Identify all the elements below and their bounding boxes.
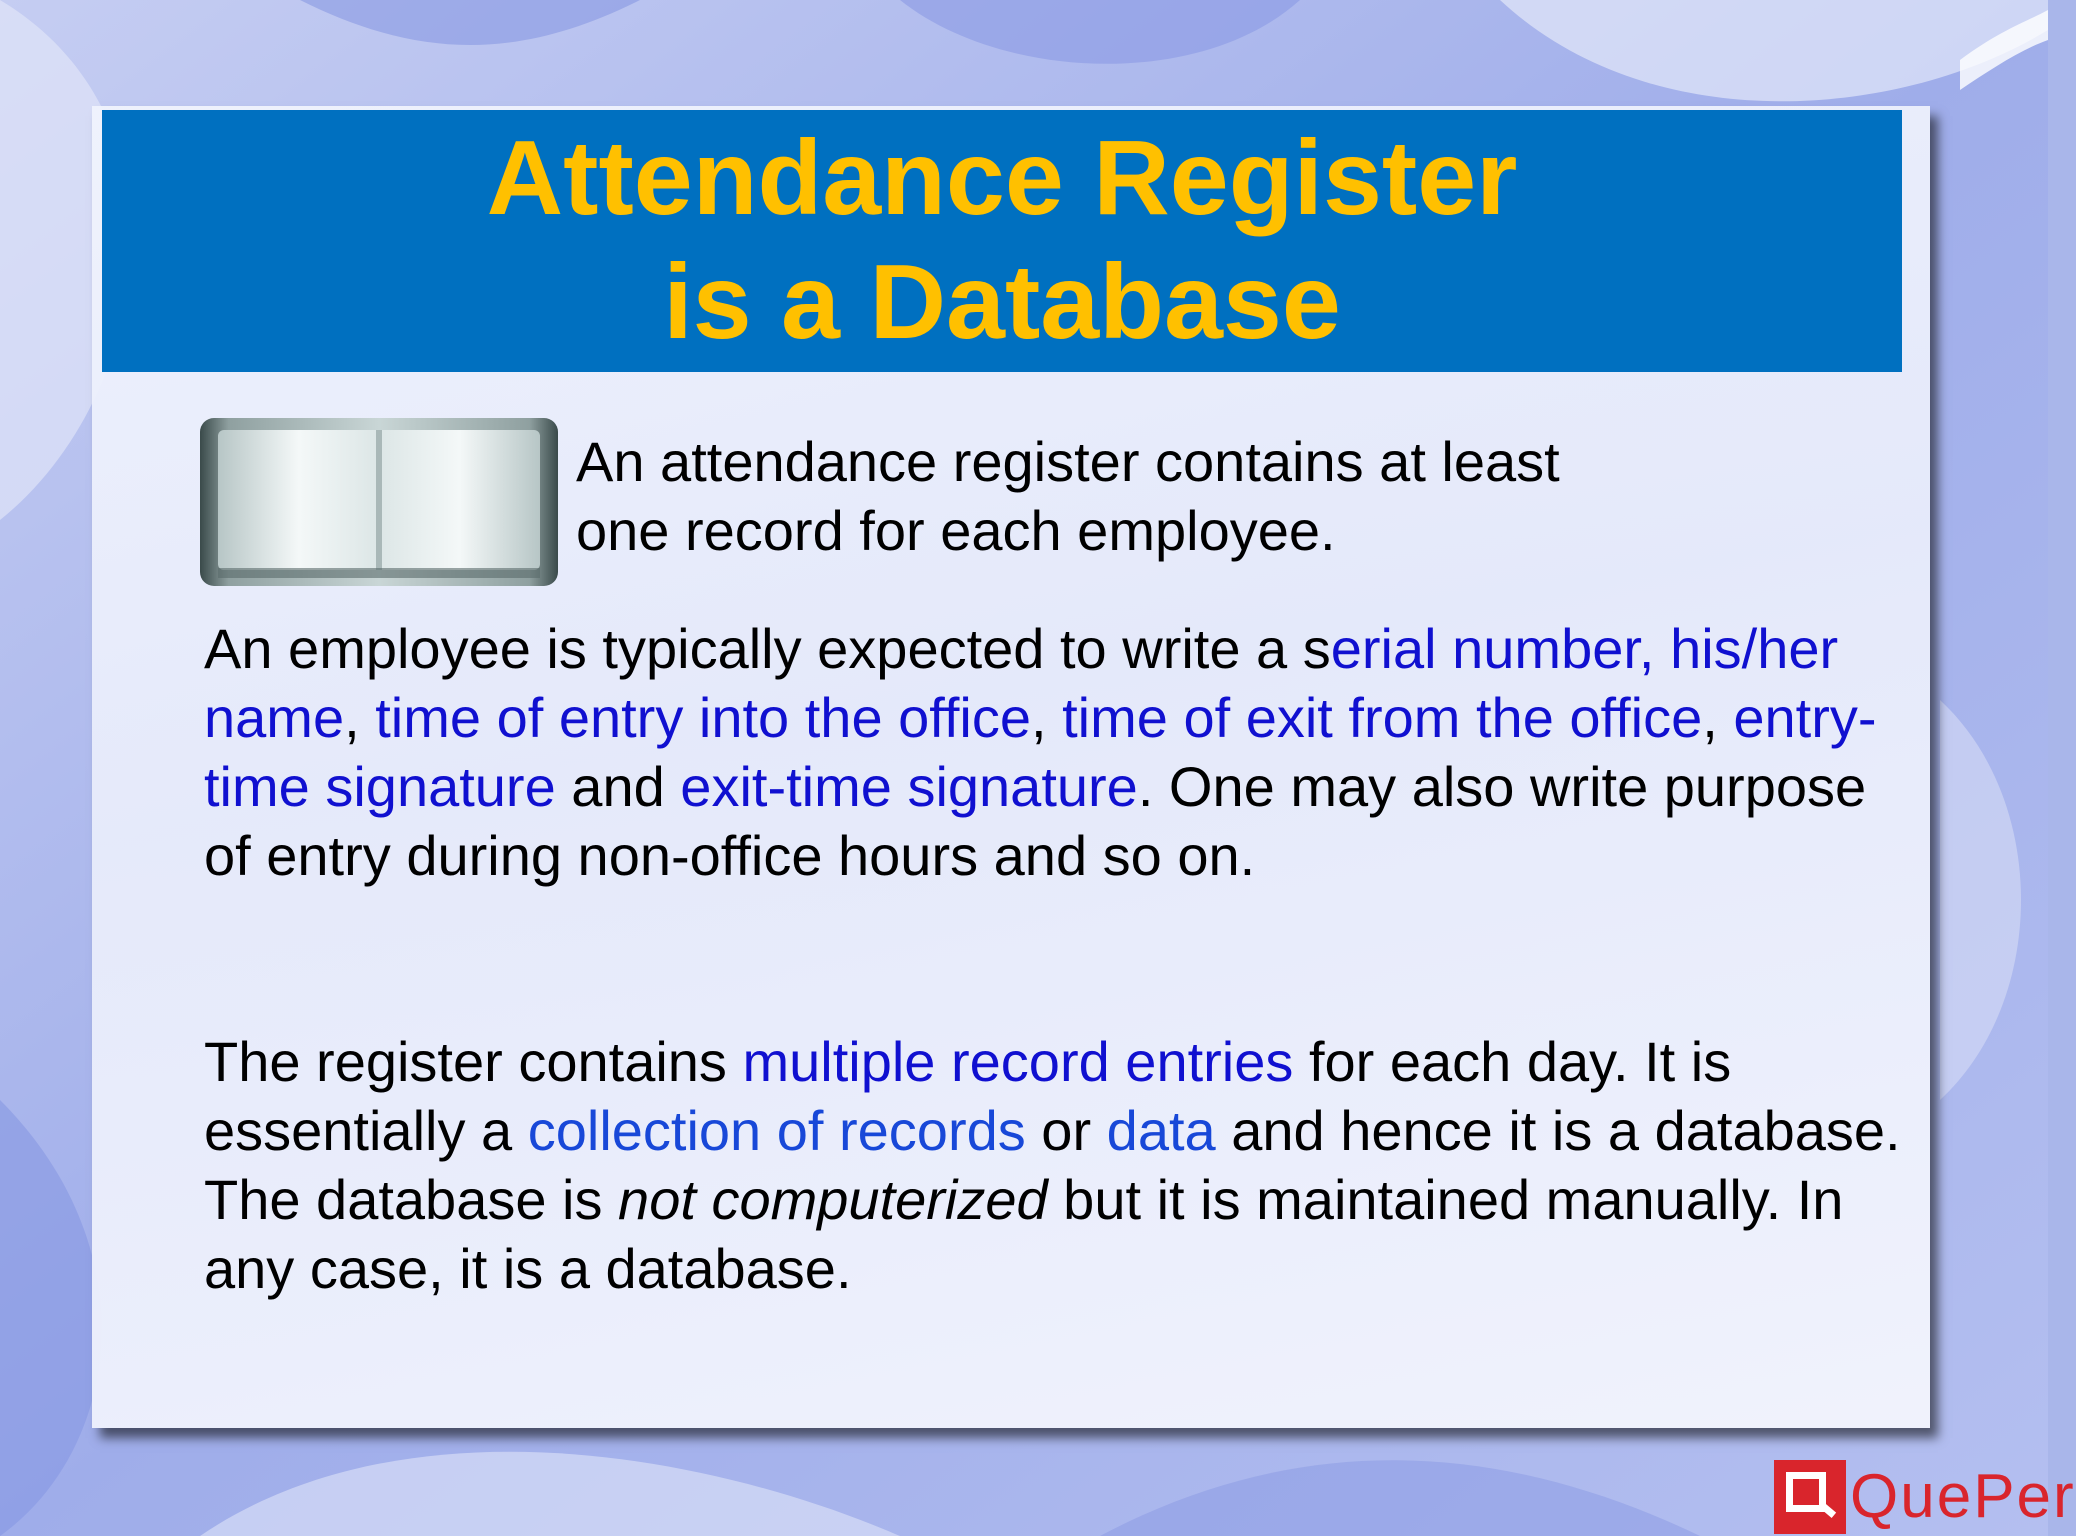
- paragraph-database-definition: [204, 1027, 1904, 1303]
- highlight-entry-time: time of entry into the office: [375, 686, 1031, 749]
- para1-text-1: An employee is typically expected to write a s: [204, 617, 1331, 680]
- highlight-collection-of-records: collection of records: [527, 1099, 1026, 1162]
- para1-text-7: . One may also write purpose of entry during non-office hours and so on.: [204, 755, 1867, 887]
- para1-text-6: and: [555, 755, 681, 818]
- intro-line-1: An attendance register contains at least: [576, 430, 1560, 493]
- highlight-entry-signature: entry-time signature: [204, 686, 1877, 818]
- open-book-icon: [200, 418, 558, 586]
- highlight-name: his/her name: [204, 617, 1839, 749]
- highlight-exit-signature: exit-time signature: [680, 755, 1138, 818]
- intro-text: [576, 427, 1776, 565]
- para2-text-1: The register contains: [204, 1030, 743, 1093]
- logo-text: QuePer: [1850, 1462, 2076, 1531]
- slide-title: [102, 110, 1902, 372]
- title-line-1: Attendance Register: [486, 119, 1518, 237]
- paragraph-employee-fields: [204, 614, 1904, 890]
- highlight-serial-number: erial number,: [1330, 617, 1655, 680]
- queper-logo: [1774, 1458, 2076, 1536]
- para2-text-2: for each day. It is essentially a: [204, 1030, 1732, 1162]
- para2-text-5: but it is maintained manually. In any case, it is a database.: [204, 1168, 1844, 1300]
- para2-text-4: and hence it is a database. The database is: [204, 1099, 1901, 1231]
- para1-text-4: ,: [1030, 686, 1063, 749]
- highlight-exit-time: time of exit from the office: [1062, 686, 1703, 749]
- intro-line-2: one record for each employee.: [576, 499, 1336, 562]
- para1-text-2: [1655, 617, 1671, 680]
- highlight-multiple-entries: multiple record entries: [742, 1030, 1294, 1093]
- para2-text-3: or: [1025, 1099, 1107, 1162]
- para1-text-3: ,: [344, 686, 376, 749]
- title-line-2: is a Database: [663, 243, 1341, 361]
- logo-mark-icon: [1774, 1460, 1846, 1534]
- para1-text-5: ,: [1702, 686, 1734, 749]
- emphasis-not-computerized: not computerized: [618, 1168, 1048, 1231]
- highlight-data: data: [1106, 1099, 1216, 1162]
